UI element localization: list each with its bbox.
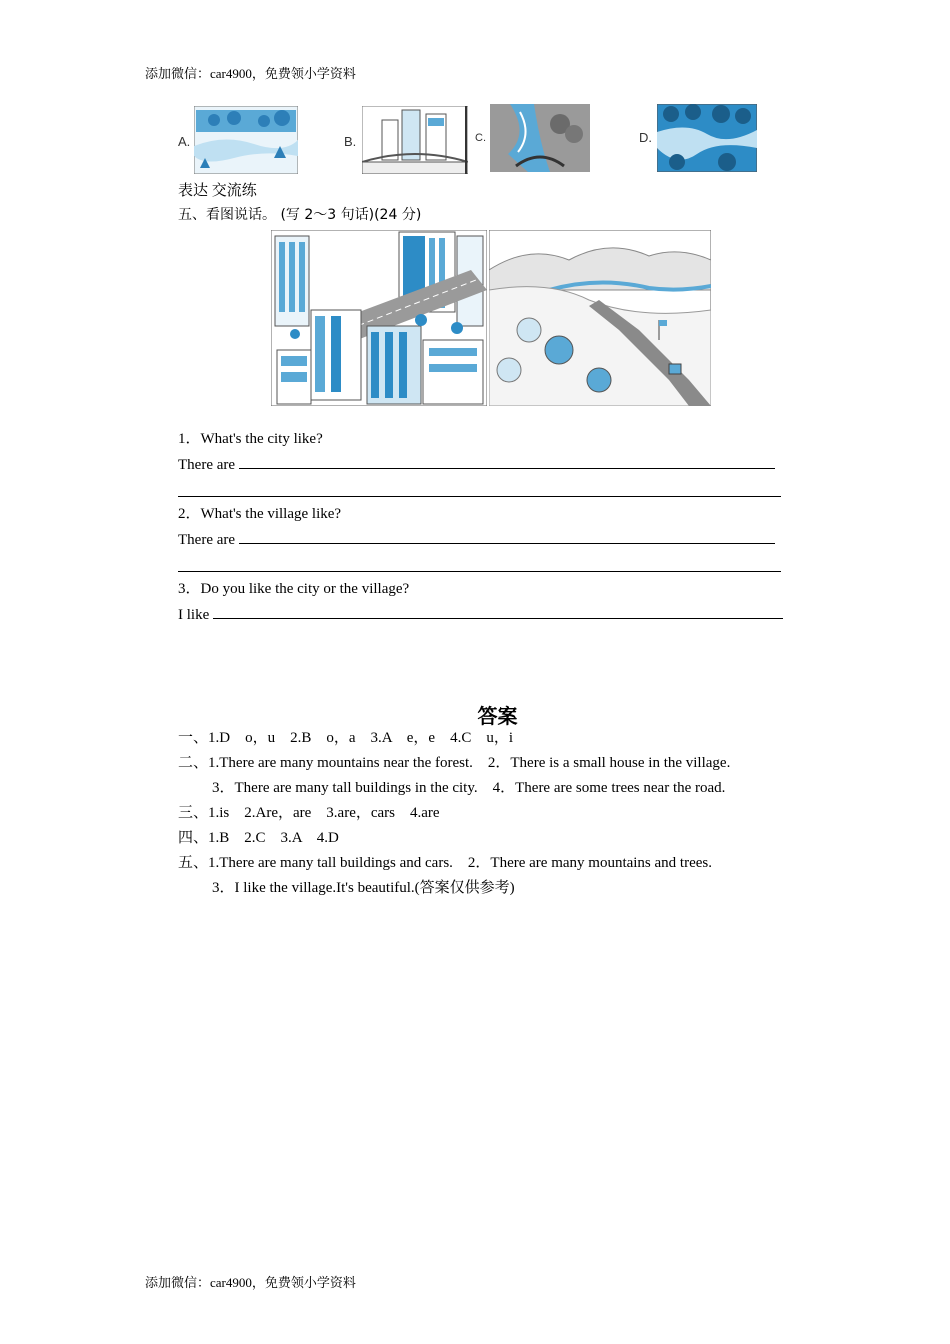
village-picture: [489, 230, 711, 406]
answer-line-3: [178, 604, 783, 625]
answer-key-5-line1: 五、1.There are many tall buildings and cars. 2．There are many mountains and trees.: [178, 855, 712, 871]
option-a-label: A.: [178, 134, 191, 149]
answer-line-2: [178, 529, 775, 550]
option-d-picture: [657, 104, 757, 172]
answer-prefix-2: There are: [178, 532, 236, 548]
answer-blank-1b[interactable]: [178, 495, 781, 497]
question-2: 2．What's the village like?: [178, 506, 342, 522]
question-1: 1．What's the city like?: [178, 431, 323, 447]
section5-title: 五、看图说话。 (写 2～3 句话)(24 分): [178, 207, 422, 223]
city-picture: [271, 230, 487, 406]
answer-key-5-line2: 3．I like the village.It's beautiful.(答案仅供参考): [212, 880, 515, 896]
answer-prefix-1: There are: [178, 457, 236, 473]
option-b-picture: [362, 106, 468, 174]
answer-blank-1a[interactable]: [239, 454, 775, 469]
answer-key-2-line1: 二、1.There are many mountains near the forest. 2．There is a small house in the village.: [178, 755, 731, 771]
answer-prefix-3: I like: [178, 607, 210, 623]
answer-blank-3[interactable]: [213, 604, 783, 619]
answer-key-4: 四、1.B 2.C 3.A 4.D: [178, 830, 339, 846]
answer-key-2-line2: 3．There are many tall buildings in the city. 4．There are some trees near the road.: [212, 780, 726, 796]
answers-title: 答案: [477, 704, 518, 728]
answer-line-1: [178, 454, 775, 475]
answer-key-3: 三、1.is 2.Are，are 3.are，cars 4.are: [178, 805, 440, 821]
page-footer-watermark: 添加微信：car4900，免费领小学资料: [145, 1275, 356, 1290]
answer-blank-2b[interactable]: [178, 570, 781, 572]
section-label: 表达 交流练: [178, 183, 257, 199]
page-header-watermark: 添加微信：car4900，免费领小学资料: [145, 66, 356, 81]
option-b-label: B.: [344, 134, 357, 149]
question-3: 3．Do you like the city or the village?: [178, 581, 410, 597]
option-c-picture: [490, 104, 590, 172]
option-d-label: D.: [639, 130, 652, 145]
option-a-picture: [194, 106, 298, 174]
answer-key-1: 一、1.D o，u 2.B o，a 3.A e，e 4.C u，i: [178, 730, 513, 746]
option-c-label: C.: [475, 132, 486, 144]
answer-blank-2a[interactable]: [239, 529, 775, 544]
